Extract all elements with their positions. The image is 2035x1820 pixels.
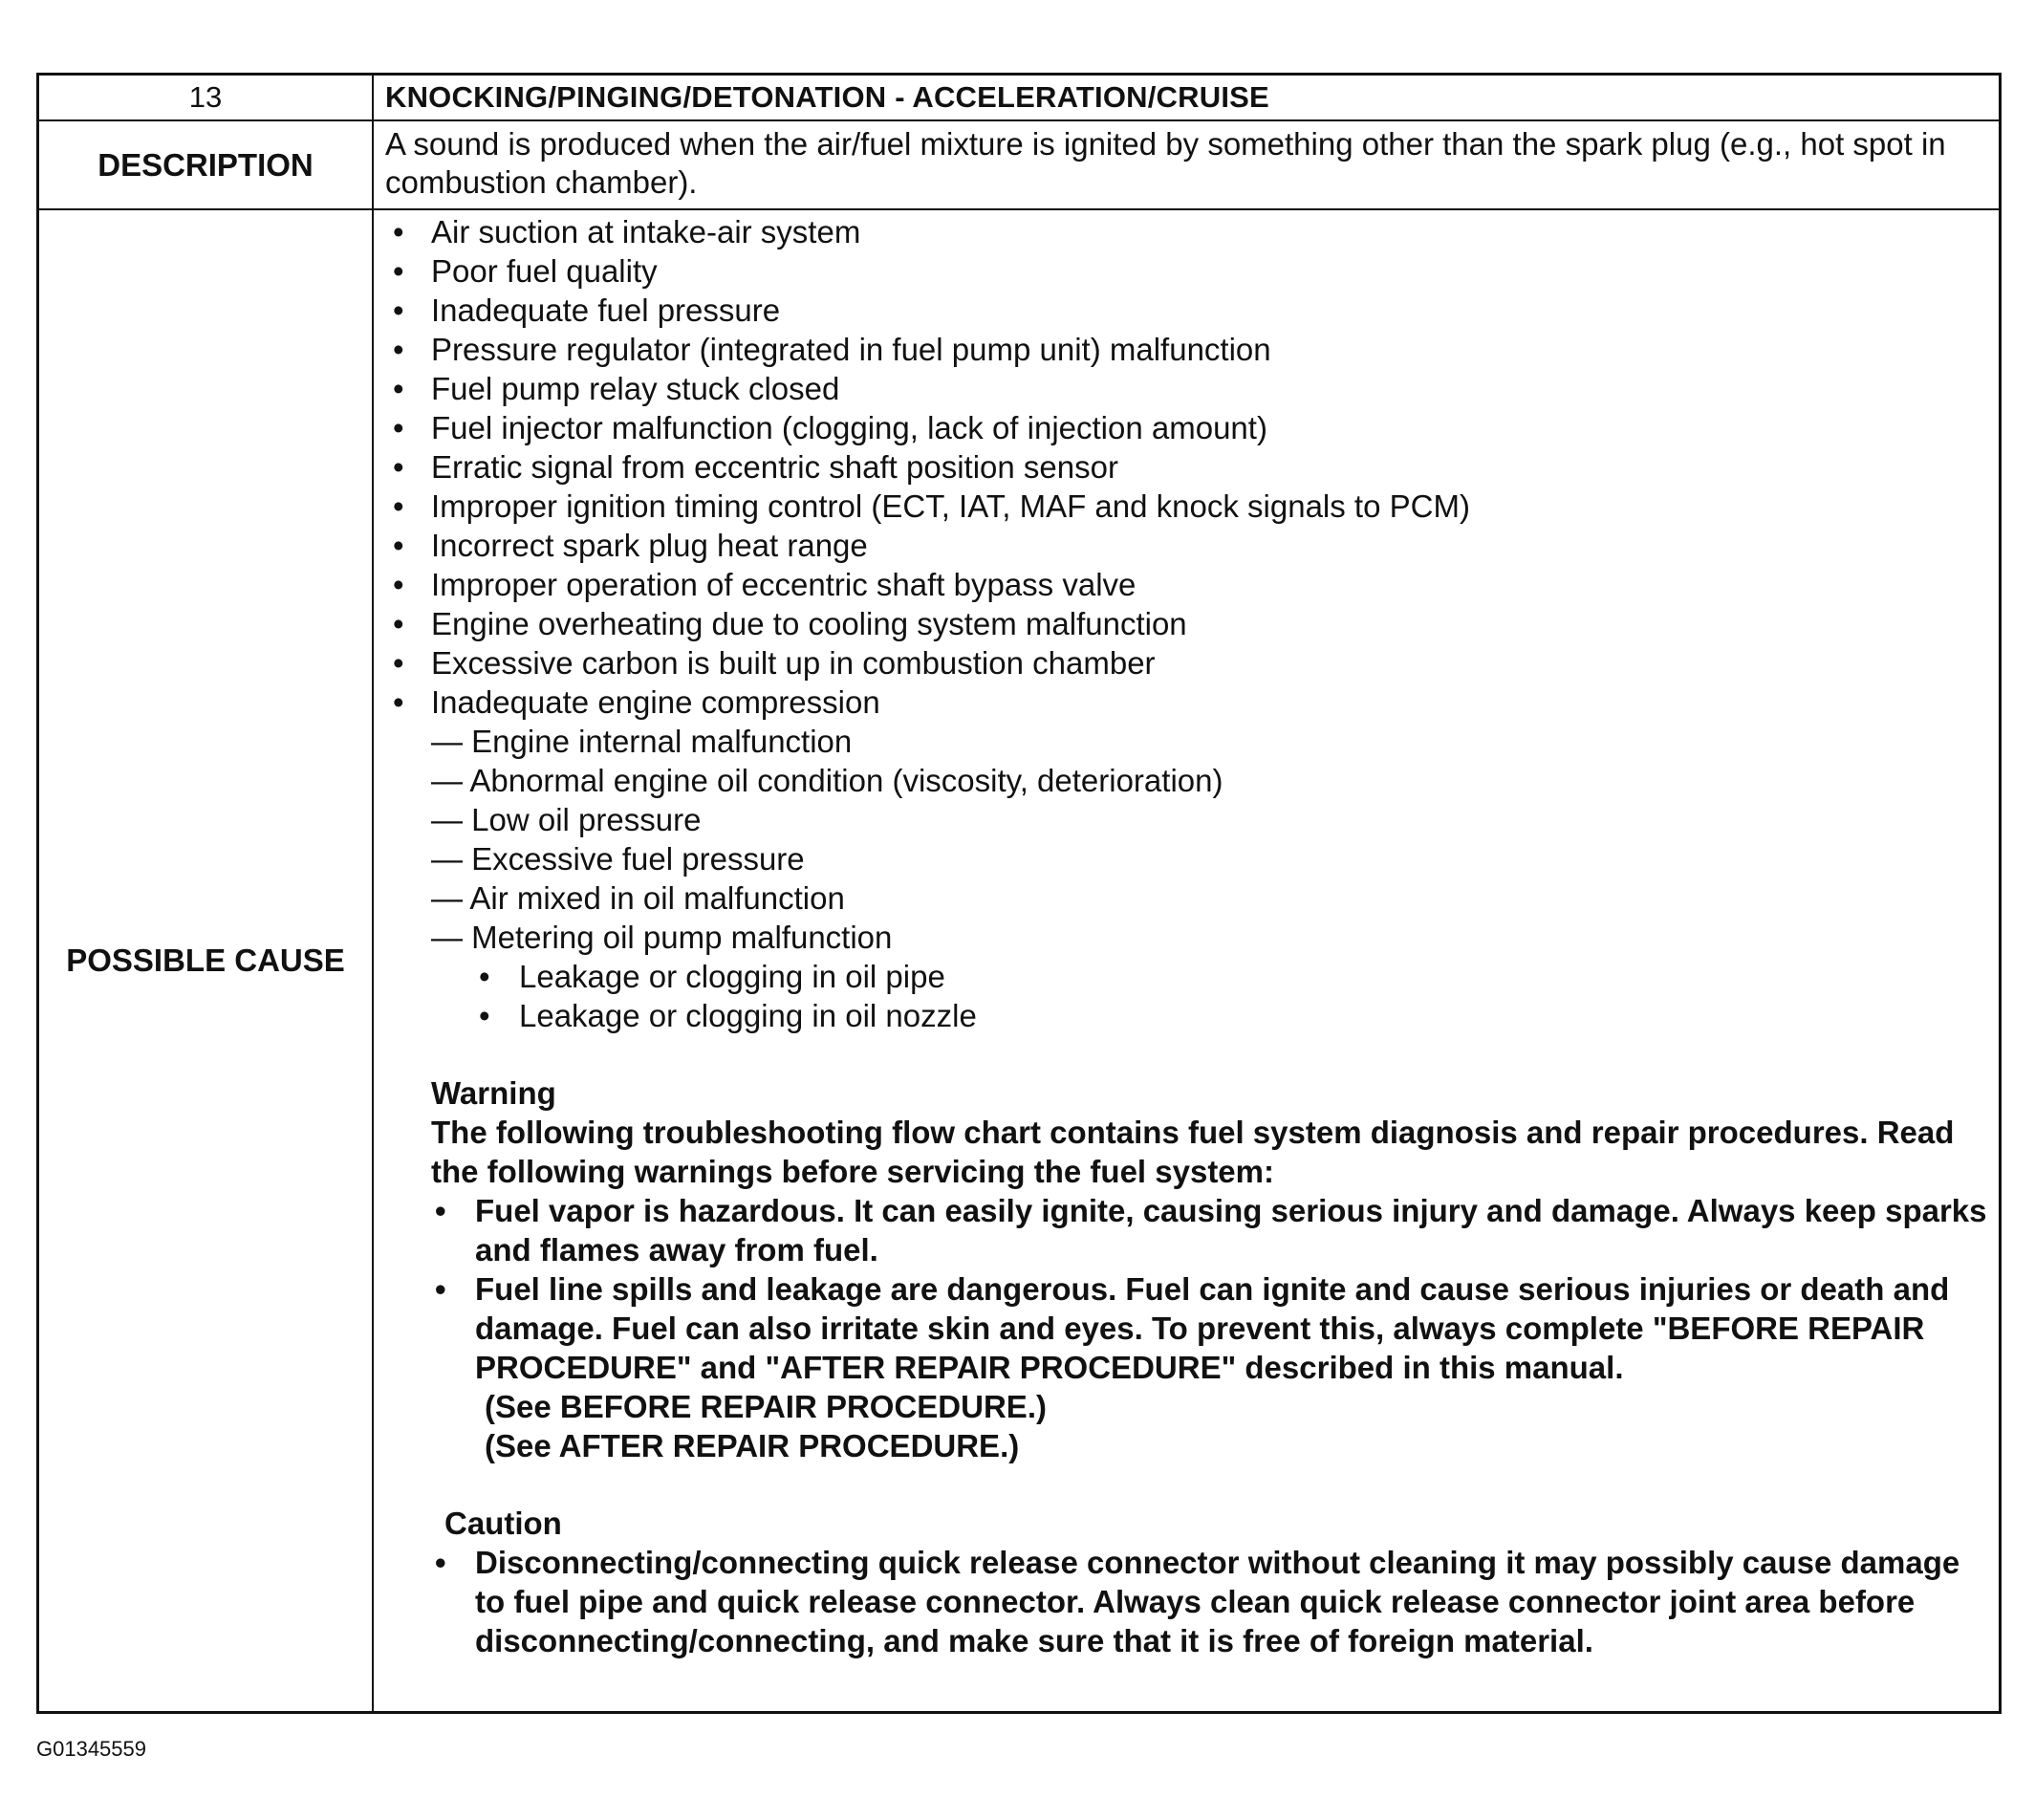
list-item: • Air suction at intake-air system [393,214,861,249]
bullet-icon: • [393,332,404,367]
figure-code: G01345559 [36,1737,146,1761]
list-item: • Fuel vapor is hazardous. It can easily ignite, causing serious injury and damage. Always keep sparks and flames away from fuel. [435,1193,1987,1268]
dash-item: — Engine internal malfunction [431,724,853,759]
bullet-icon: • [479,959,490,994]
bullet-icon: • [479,998,490,1033]
warning-title: Warning [431,1075,556,1111]
bullet-icon: • [393,371,404,406]
list-item: • Engine overheating due to cooling system malfunction [393,606,1187,641]
warning-block [431,1073,1989,1465]
metering-pump-sublist [431,957,1989,1035]
list-item: • Poor fuel quality [393,253,658,289]
warning-intro: The following troubleshooting flow chart contains fuel system diagnosis and repair procedures. Read the following warnings before servicing the fuel system: [431,1115,1955,1189]
cause-list [393,212,1989,722]
list-item: • Improper operation of eccentric shaft bypass valve [393,567,1137,602]
dash-item: — Low oil pressure [431,802,702,837]
list-item: • Fuel injector malfunction (clogging, lack of injection amount) [393,410,1267,445]
list-item: • Erratic signal from eccentric shaft position sensor [393,449,1118,485]
list-item: • Pressure regulator (integrated in fuel pump unit) malfunction [393,332,1271,367]
bullet-icon: • [393,292,404,328]
bullet-icon: • [435,1193,446,1228]
description-label: DESCRIPTION [97,146,314,183]
list-item: • Excessive carbon is built up in combustion chamber [393,645,1156,681]
bullet-icon: • [393,214,404,249]
symptom-number: 13 [188,80,223,114]
possible-cause-label: POSSIBLE CAUSE [66,942,345,978]
bullet-icon: • [435,1545,446,1580]
list-item: • Improper ignition timing control (ECT, IAT, MAF and knock signals to PCM) [393,488,1470,524]
symptom-title: KNOCKING/PINGING/DETONATION - ACCELERATION/CRUISE [385,80,1269,114]
caution-block [431,1504,1989,1660]
list-item: • Inadequate engine compression [393,684,880,720]
see-before-link[interactable]: (See BEFORE REPAIR PROCEDURE.) [485,1389,1047,1424]
list-item: • Disconnecting/connecting quick release connector without cleaning it may possibly cause damage to fuel pipe and quick release connector. Always clean quick release connector joint area before disconnecting/connecting, and make sure that it is free of foreign material. [435,1545,1960,1658]
bullet-icon: • [393,449,404,485]
bullet-icon: • [393,606,404,641]
list-item: • Leakage or clogging in oil nozzle [479,998,977,1033]
description-text: A sound is produced when the air/fuel mixture is ignited by something other than the spark plug (e.g., hot spot in combustion chamber). [385,126,1946,200]
dash-item: — Metering oil pump malfunction [431,920,893,955]
bullet-icon: • [393,488,404,524]
list-item: • Inadequate fuel pressure [393,292,781,328]
dash-item: — Excessive fuel pressure [431,841,805,877]
possible-cause-content [374,212,1999,1660]
see-after-link[interactable]: (See AFTER REPAIR PROCEDURE.) [485,1428,1020,1463]
dash-item: — Abnormal engine oil condition (viscosity, deterioration) [431,763,1223,798]
bullet-icon: • [393,253,404,289]
bullet-icon: • [393,567,404,602]
bullet-icon: • [393,645,404,681]
dash-item: — Air mixed in oil malfunction [431,880,845,916]
caution-list [431,1543,1989,1660]
bullet-icon: • [393,684,404,720]
list-item: • Leakage or clogging in oil pipe [479,959,945,994]
bullet-icon: • [393,410,404,445]
caution-title: Caution [444,1506,562,1541]
troubleshooting-table [36,73,2002,1714]
list-item: • Fuel line spills and leakage are dangerous. Fuel can ignite and cause serious injuries or death and damage. Fuel can also irritate skin and eyes. To prevent this, always complete "BEFORE REPAIR PROCEDURE" and "AFTER REPAIR PROCEDURE" described in this manual. [435,1271,1950,1385]
list-item: • Fuel pump relay stuck closed [393,371,840,406]
warning-list [431,1191,1989,1387]
list-item: • Incorrect spark plug heat range [393,528,868,563]
bullet-icon: • [393,528,404,563]
bullet-icon: • [435,1271,446,1307]
